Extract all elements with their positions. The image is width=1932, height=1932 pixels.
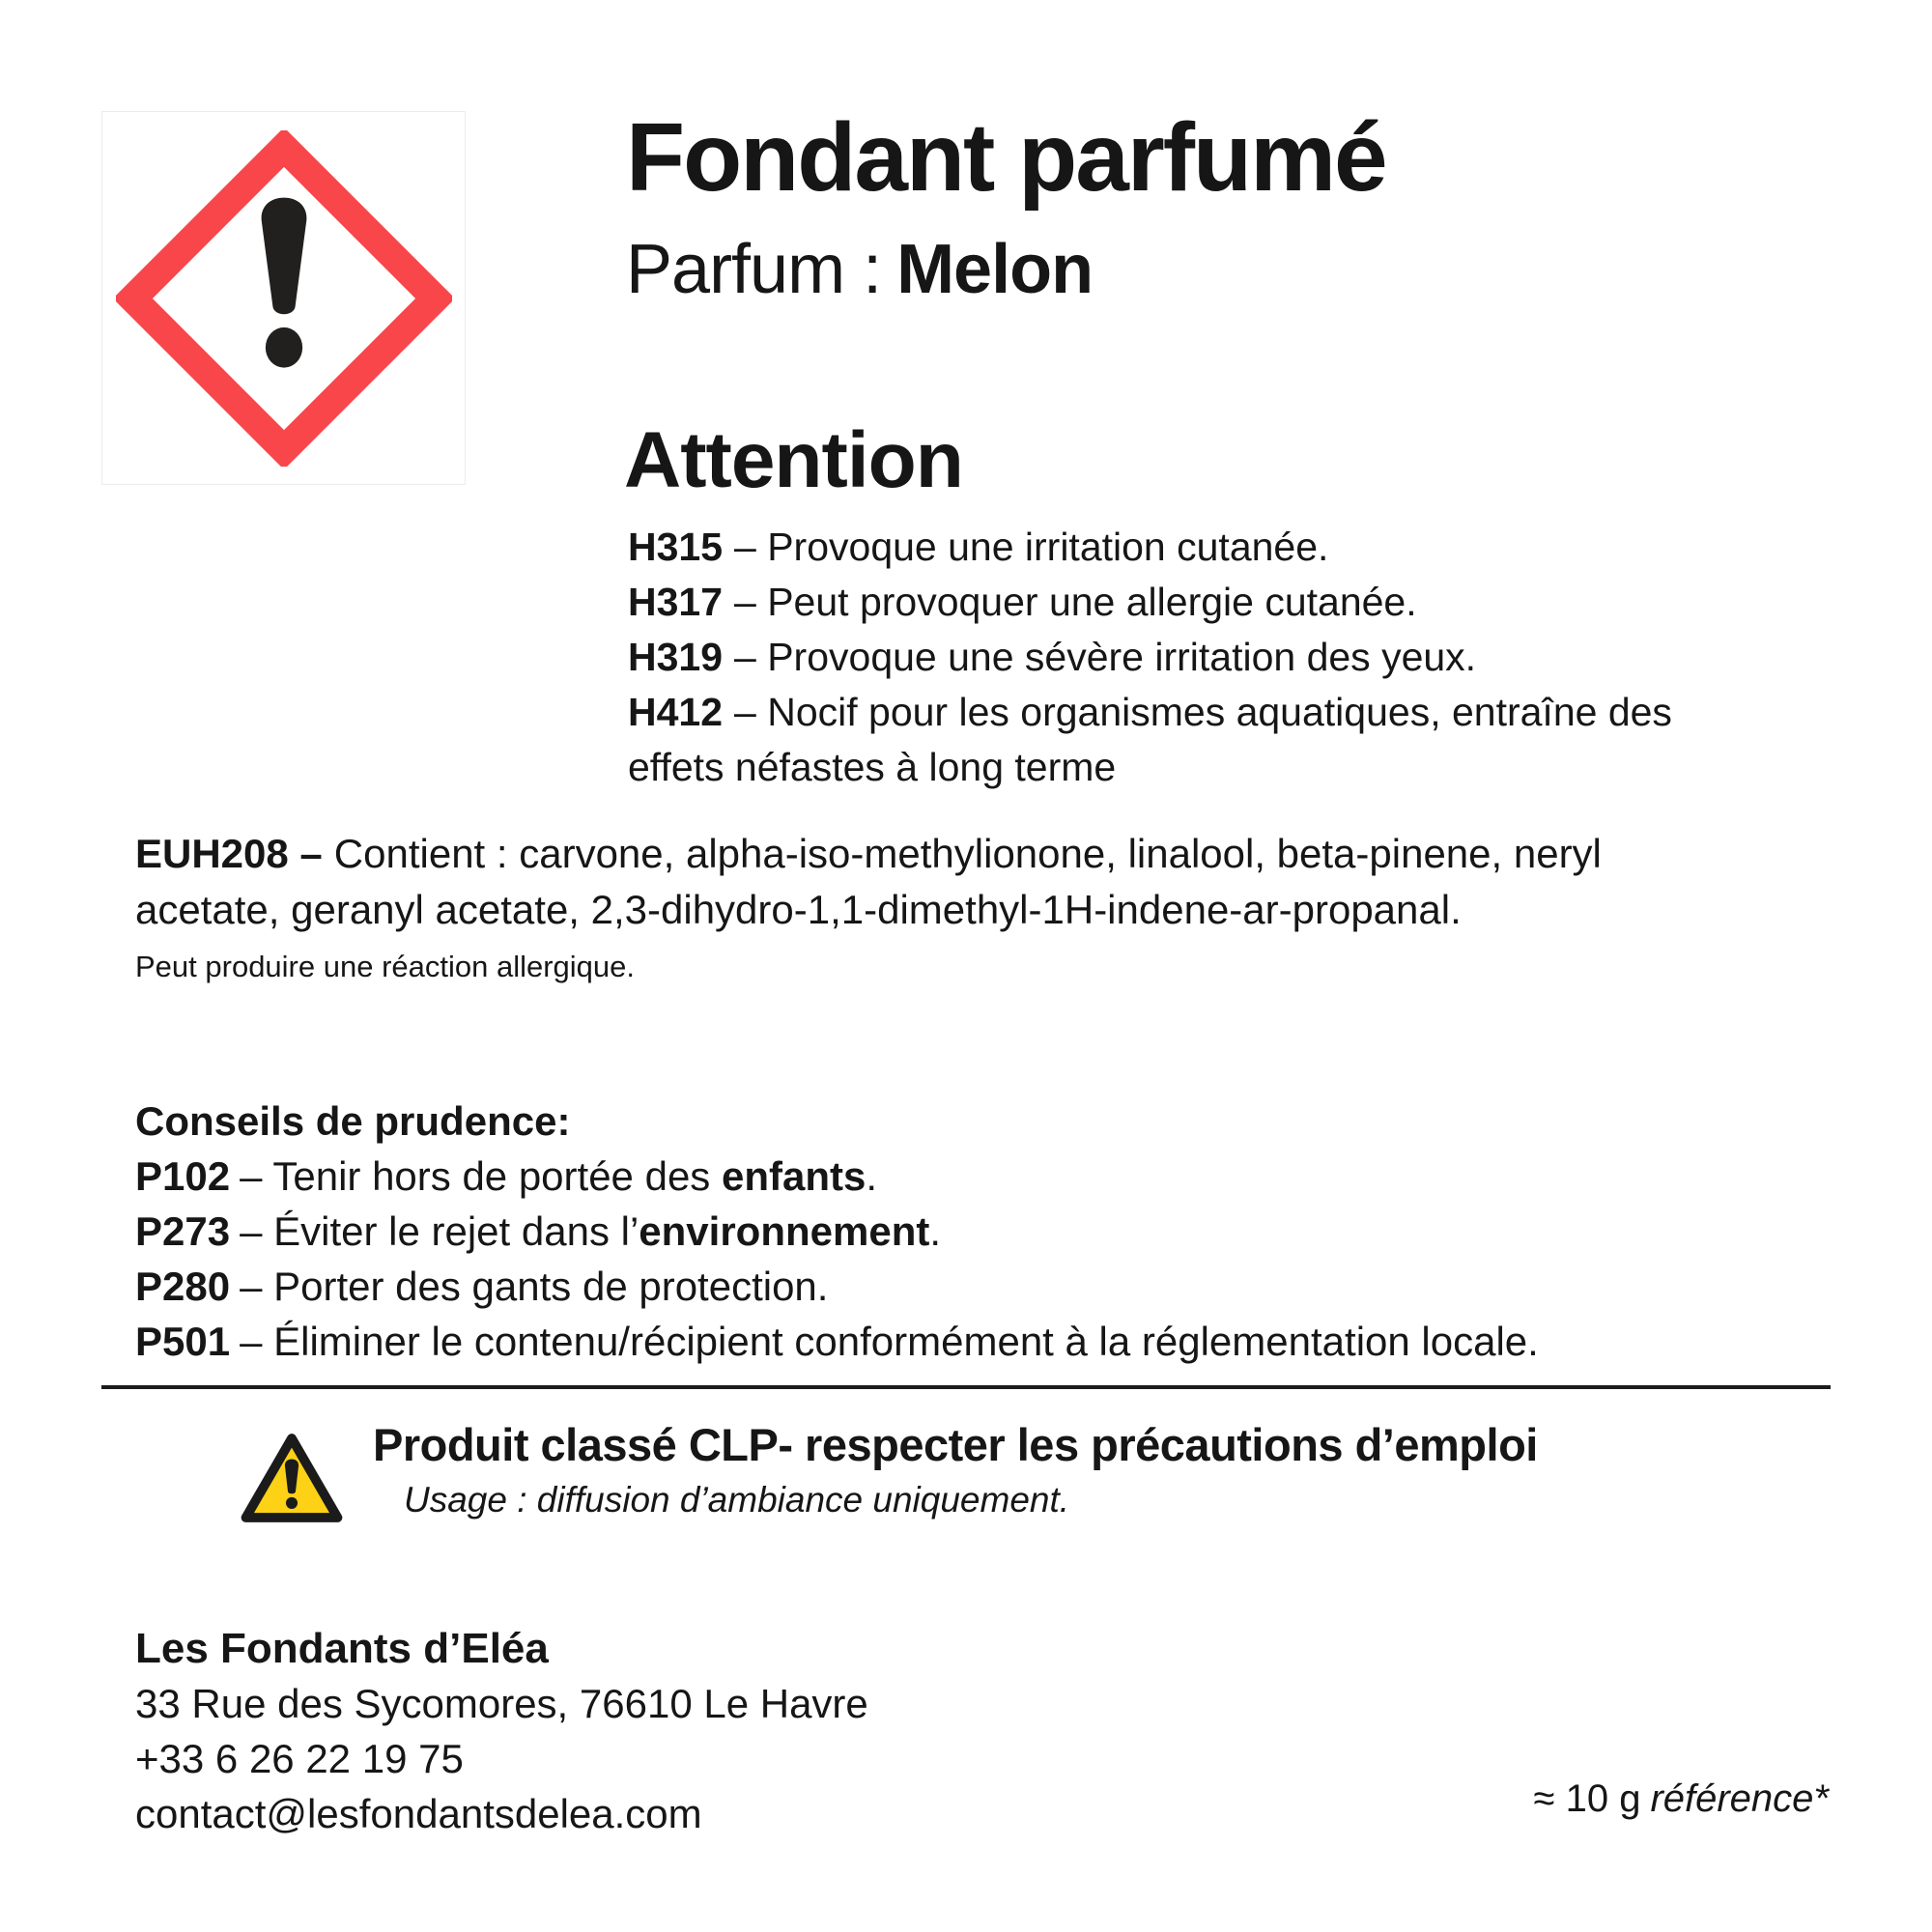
euh-text-line2: acetate, geranyl acetate, 2,3-dihydro-1,1-dimethyl-1H-indene-ar-propanal. [135,887,1462,932]
company-address: 33 Rue des Sycomores, 76610 Le Havre [135,1681,868,1726]
hazard-statement [628,630,1672,685]
hazard-text: – Peut provoquer une allergie cutanée. [734,580,1417,624]
precaution-statement: P273 – Éviter le rejet dans l’environnement. [135,1208,942,1254]
hazard-statement [628,685,1672,795]
hazard-code: H412 [628,690,724,734]
hazard-code: H317 [628,580,724,624]
hazard-statement [628,520,1672,575]
clp-notice [240,1418,1538,1526]
precaution-code: P280 [135,1264,231,1309]
precaution-statement: P102 – Tenir hors de portée des enfants. [135,1153,877,1199]
euh-text-line1: Contient : carvone, alpha-iso-methylionone, linalool, beta-pinene, neryl [333,831,1602,876]
hazard-text: – Nocif pour les organismes aquatiques, entraîne des [734,690,1672,734]
net-weight-reference: référence* [1650,1777,1829,1820]
product-title: Fondant parfumé [626,103,1386,212]
precaution-code: P273 [135,1208,231,1254]
precaution-statement: P501 – Éliminer le contenu/récipient conformément à la réglementation locale. [135,1319,1539,1364]
hazard-statements [628,520,1672,795]
fragrance-line [626,230,1386,309]
clp-heading: Produit classé CLP- respecter les précautions d’emploi [373,1419,1538,1470]
signal-word: Attention [624,416,963,504]
hazard-code: H319 [628,635,724,679]
company-info [135,1621,868,1841]
fragrance-value: Melon [896,231,1094,308]
hazard-text: – Provoque une sévère irritation des yeux. [734,635,1477,679]
net-weight [1534,1777,1829,1821]
euh-code: EUH208 – [135,831,323,876]
hazard-statement [628,575,1672,630]
precaution-statement: P280 – Porter des gants de protection. [135,1264,829,1309]
hazard-text-line2: effets néfastes à long terme [628,745,1117,789]
exclamation-mark-diamond-icon [116,130,452,467]
precautions-heading: Conseils de prudence: [135,1098,571,1144]
header [626,104,1386,309]
precaution-code: P501 [135,1319,231,1364]
warning-triangle-icon [240,1430,344,1526]
hazard-code: H315 [628,525,724,569]
euh-statement [135,826,1602,986]
net-weight-value: ≈ 10 g [1533,1777,1641,1820]
allergy-note: Peut produire une réaction allergique. [135,950,636,983]
usage-note: Usage : diffusion d’ambiance uniquement. [404,1480,1070,1520]
fragrance-label: Parfum : [626,231,882,308]
company-name: Les Fondants d’Eléa [135,1625,549,1672]
company-email: contact@lesfondantsdelea.com [135,1791,702,1836]
company-phone: +33 6 26 22 19 75 [135,1736,464,1781]
ghs07-pictogram [101,111,466,485]
precaution-code: P102 [135,1153,231,1199]
hazard-text: – Provoque une irritation cutanée. [734,525,1329,569]
precautionary-statements [135,1094,1539,1369]
divider [101,1385,1831,1389]
